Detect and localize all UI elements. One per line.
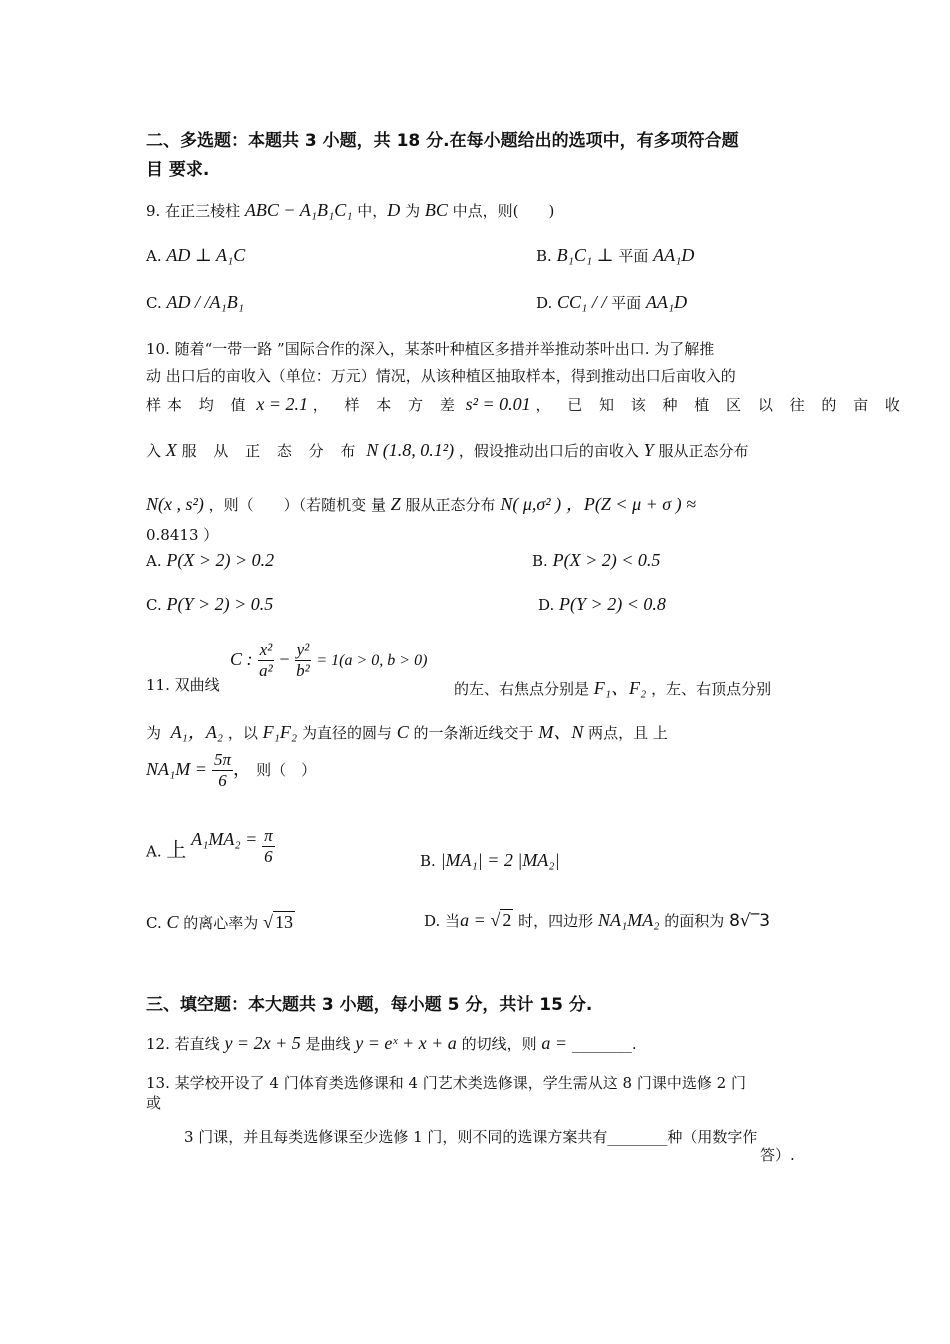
question-10-line3 xyxy=(146,394,906,415)
question-10-line1: 10. 随着“一带一路 ”国际合作的深入，某茶叶种植区多措并举推动茶叶出口. 为了解推 xyxy=(146,340,715,358)
fraction-y xyxy=(295,640,312,681)
stem-text: ，以 xyxy=(227,724,258,742)
stem-text: 为 xyxy=(405,202,421,220)
stem-text: ，假设推动出口后的亩收入 xyxy=(458,442,639,460)
variable-z: Z xyxy=(390,494,401,514)
stem-text: 为直径的圆与 xyxy=(301,724,392,742)
comma: ， xyxy=(233,759,252,779)
option-label: A. xyxy=(146,842,162,861)
sqrt-value: 13 xyxy=(274,912,293,932)
option-text: |MA₁| = 2 |MA₂| xyxy=(440,850,560,870)
question-13-line2: 3 门课，并且每类选修课至少选修 1 门，则不同的选课方案共有________种（用数字作 xyxy=(184,1128,758,1146)
angle-fraction xyxy=(212,750,233,791)
denominator: a² xyxy=(259,661,273,680)
variable-x: X xyxy=(165,440,177,460)
distribution-z: N( μ,σ² ) xyxy=(500,494,562,514)
question-number: 12. xyxy=(146,1035,170,1053)
numerator: y² xyxy=(296,640,310,659)
stem-text: 的左、右焦点分别是 xyxy=(454,680,590,698)
question-11-option-b xyxy=(420,850,560,871)
stem-text: 在正三棱柱 xyxy=(165,202,241,220)
option-text: 平面 xyxy=(618,247,649,265)
denominator: 6 xyxy=(218,771,227,790)
stem-text: 服从正态分布 xyxy=(658,442,749,460)
option-text: P(X > 2) < 0.5 xyxy=(552,550,661,570)
option-label: B. xyxy=(420,852,436,870)
option-text: B₁C₁ ⊥ xyxy=(556,245,614,265)
option-label: B. xyxy=(532,552,548,570)
question-10-line2: 动 出口后的亩收入（单位：万元）情况，从该种植区抽取样本，得到推动出口后亩收入的 xyxy=(146,367,736,385)
question-9-option-a xyxy=(146,245,245,266)
stem-text: 是曲线 xyxy=(305,1035,351,1053)
sqrt-value: 2 xyxy=(502,910,512,930)
focal-segment: F₁F₂ xyxy=(262,722,298,742)
option-text: CC₁ / / xyxy=(557,292,607,312)
angle-symbol: 上 xyxy=(166,839,187,862)
option-text: 平面 xyxy=(611,294,642,312)
point-d: D xyxy=(387,200,401,220)
numerator: 5π xyxy=(214,750,232,769)
section-3-heading: 三、填空题：本大题共 3 小题，每小题 5 分，共计 15 分. xyxy=(146,995,593,1015)
stem-text: 中， xyxy=(357,202,388,220)
option-text: 的面积为 xyxy=(664,912,725,930)
question-13-line3: 答）. xyxy=(760,1146,795,1164)
probability-note: ，P(Z < μ + σ ) ≈ xyxy=(565,494,696,514)
option-text: AA₁D xyxy=(645,292,688,312)
curve-c: C xyxy=(396,722,409,742)
stem-text: 的切线，则 xyxy=(461,1035,537,1053)
section-2-heading-line1: 二、多选题：本题共 3 小题，共 18 分.在每小题给出的选项中，有多项符合题 xyxy=(146,131,739,151)
question-10-option-b xyxy=(532,550,660,571)
stem-text: ，则（ ）（若随机变 量 xyxy=(208,496,386,514)
denominator: b² xyxy=(296,661,310,680)
question-11-angle xyxy=(146,750,316,791)
stem-text: 样本 均 值 xyxy=(146,396,252,414)
prism-expression: ABC − A₁B₁C₁ xyxy=(244,200,353,220)
segment-bc: BC xyxy=(424,200,448,220)
stem-text: 两点，且 上 xyxy=(588,724,668,742)
stem-text: ， 样 本 方 差 xyxy=(312,396,461,414)
minus-sign: − xyxy=(279,649,290,669)
stem-text: 服从正态分布 xyxy=(405,496,496,514)
question-11-option-d: D. 当a = √ 2 时，四边形 NA₁MA₂ 的面积为 8√‾3 xyxy=(424,910,771,931)
option-fraction xyxy=(262,826,275,867)
numerator: x² xyxy=(259,640,273,659)
option-label: A. xyxy=(146,552,162,570)
stem-text: 的一条渐近线交于 xyxy=(413,724,534,742)
sample-mean: x = 2.1 xyxy=(256,394,308,414)
fraction-x xyxy=(258,640,275,681)
denominator: 6 xyxy=(264,847,273,866)
answer-blank: ________. xyxy=(571,1035,637,1053)
stem-text: 则（ ） xyxy=(256,761,317,779)
stem-text: 为 xyxy=(146,724,162,742)
sample-variance: s² = 0.01 xyxy=(465,394,531,414)
angle-lhs: NA₁M = xyxy=(146,759,207,779)
variable-y: Y xyxy=(643,440,654,460)
unknown-a: a = xyxy=(541,1033,568,1053)
hyperbola-equation xyxy=(230,640,427,681)
area-value: 8√‾3 xyxy=(729,911,771,931)
option-text: AA₁D xyxy=(653,245,695,265)
vertices: A₁，A₂ xyxy=(170,722,224,742)
stem-text: 入 xyxy=(146,442,162,460)
distribution-y: N(x , s²) xyxy=(146,494,204,514)
question-9-stem xyxy=(146,200,554,221)
option-text: P(Y > 2) < 0.8 xyxy=(559,594,666,614)
stem-text: 中点，则( ) xyxy=(452,202,555,220)
question-9-option-d xyxy=(536,292,687,313)
question-11-line1-tail xyxy=(454,674,771,700)
option-text: 的离心率为 xyxy=(183,914,259,932)
question-10-option-d xyxy=(538,594,666,615)
option-label: D. xyxy=(538,596,555,614)
option-text: P(Y > 2) > 0.5 xyxy=(166,594,274,614)
question-10-option-a xyxy=(146,550,274,571)
question-11-option-c: C. C 的离心率为 √ 13 xyxy=(146,912,293,932)
stem-text: 服 从 正 态 分 布 xyxy=(181,442,362,460)
distribution-x: N (1.8, 0.1²) xyxy=(366,440,455,460)
question-13-line1: 13. 某学校开设了 4 门体育类选修课和 4 门艺术类选修课，学生需从这 8 门课中选修 2 门 xyxy=(146,1074,746,1092)
question-9-option-b xyxy=(536,245,694,266)
option-label: D. xyxy=(536,294,553,312)
quadrilateral: NA₁MA₂ xyxy=(597,910,660,930)
line-equation: y = 2x + 5 xyxy=(224,1033,301,1053)
option-text: A₁MA₂ = xyxy=(191,828,258,849)
question-13-line1b: 或 xyxy=(146,1094,162,1112)
option-text: AD ⊥ A₁C xyxy=(166,245,246,265)
equation-condition: = 1(a > 0, b > 0) xyxy=(316,652,428,669)
option-label: C. xyxy=(146,914,162,932)
question-11-option-a xyxy=(146,826,275,873)
question-10-line6: 0.8413 ） xyxy=(146,526,219,544)
option-label: B. xyxy=(536,247,552,265)
option-text: P(X > 2) > 0.2 xyxy=(166,550,275,570)
option-label: D. xyxy=(424,912,441,930)
question-number: 9. xyxy=(146,202,161,220)
question-11-label: 11. 双曲线 xyxy=(146,676,220,694)
stem-text: ，左、右顶点分别 xyxy=(651,680,772,698)
option-text: a = xyxy=(460,910,486,930)
option-text: 时，四边形 xyxy=(518,912,594,930)
numerator: π xyxy=(264,826,273,845)
foci: F₁、F₂ xyxy=(593,678,647,698)
stem-text: 若直线 xyxy=(174,1035,220,1053)
option-label: C. xyxy=(146,294,162,312)
curve-equation: y = eˣ + x + a xyxy=(355,1033,457,1053)
points-mn: M、N xyxy=(538,722,584,742)
question-10-line5 xyxy=(146,490,696,516)
curve-name: C : xyxy=(230,649,253,669)
curve-c: C xyxy=(166,912,179,932)
option-label: A. xyxy=(146,247,162,265)
question-10-line4 xyxy=(146,440,748,461)
option-label: C. xyxy=(146,596,162,614)
option-text: AD / /A₁B₁ xyxy=(166,292,245,312)
section-2-heading-line2: 目 要求. xyxy=(146,160,210,180)
question-12 xyxy=(146,1033,637,1054)
question-10-option-c xyxy=(146,594,273,615)
question-11-line2 xyxy=(146,718,668,744)
stem-text: ， 已 知 该 种 植 区 以 往 的 亩 收 xyxy=(535,396,906,414)
option-text: 当 xyxy=(445,912,461,930)
question-9-option-c xyxy=(146,292,244,313)
